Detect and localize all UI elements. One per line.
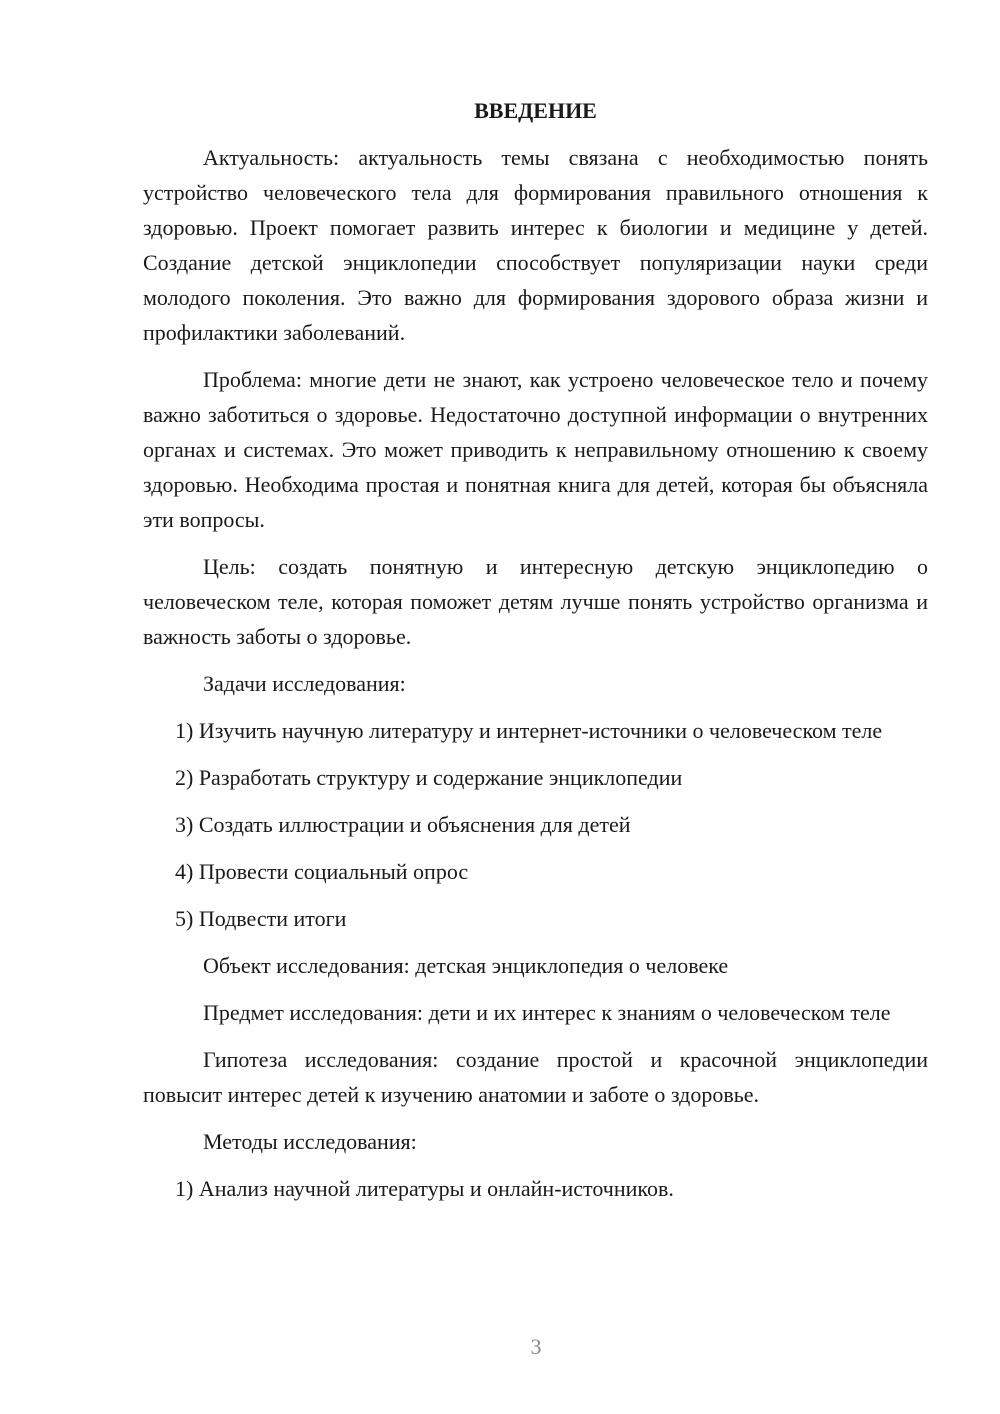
goal-paragraph: Цель: создать понятную и интересную детскую энциклопедию о человеческом теле, которая поможет детям лучше понять устройство организма и важность заботы о здоровье. [143, 554, 928, 649]
relevance-paragraph: Актуальность: актуальность темы связана с необходимостью понять устройство человеческого тела для формирования правильного отношения к здоровью. Проект помогает развить интерес к биологии и медицине у детей. Создание детской энциклопедии способствует популяризации науки среди молодого поколения. Это важно для формирования здорового образа жизни и профилактики заболеваний. [143, 145, 928, 345]
method-item-1: 1) Анализ научной литературы и онлайн-источников. [175, 1176, 674, 1201]
problem-paragraph: Проблема: многие дети не знают, как устроено человеческое тело и почему важно заботиться о здоровье. Недостаточно доступной информации о внутренних органах и системах. Это может приводить к неправильному отношению к своему здоровью. Необходима простая и понятная книга для детей, которая бы объясняла эти вопросы. [143, 367, 928, 532]
task-item-5: 5) Подвести итоги [175, 906, 347, 931]
hypothesis-paragraph: Гипотеза исследования: создание простой и красочной энциклопедии повысит интерес детей к изучению анатомии и заботе о здоровье. [143, 1047, 928, 1107]
subject-paragraph: Предмет исследования: дети и их интерес к знаниям о человеческом теле [203, 1000, 891, 1025]
methods-heading: Методы исследования: [203, 1129, 417, 1154]
task-item-1: 1) Изучить научную литературу и интернет-источники о человеческом теле [175, 718, 883, 743]
task-item-4: 4) Провести социальный опрос [175, 859, 469, 884]
object-paragraph: Объект исследования: детская энциклопедия о человеке [203, 953, 729, 978]
task-item-3: 3) Создать иллюстрации и объяснения для детей [175, 812, 631, 837]
page-content [143, 93, 928, 1218]
task-item-2: 2) Разработать структуру и содержание энциклопедии [175, 765, 683, 790]
tasks-heading: Задачи исследования: [203, 671, 406, 696]
page-title: ВВЕДЕНИЕ [474, 98, 597, 123]
page-number: 3 [530, 1334, 542, 1359]
